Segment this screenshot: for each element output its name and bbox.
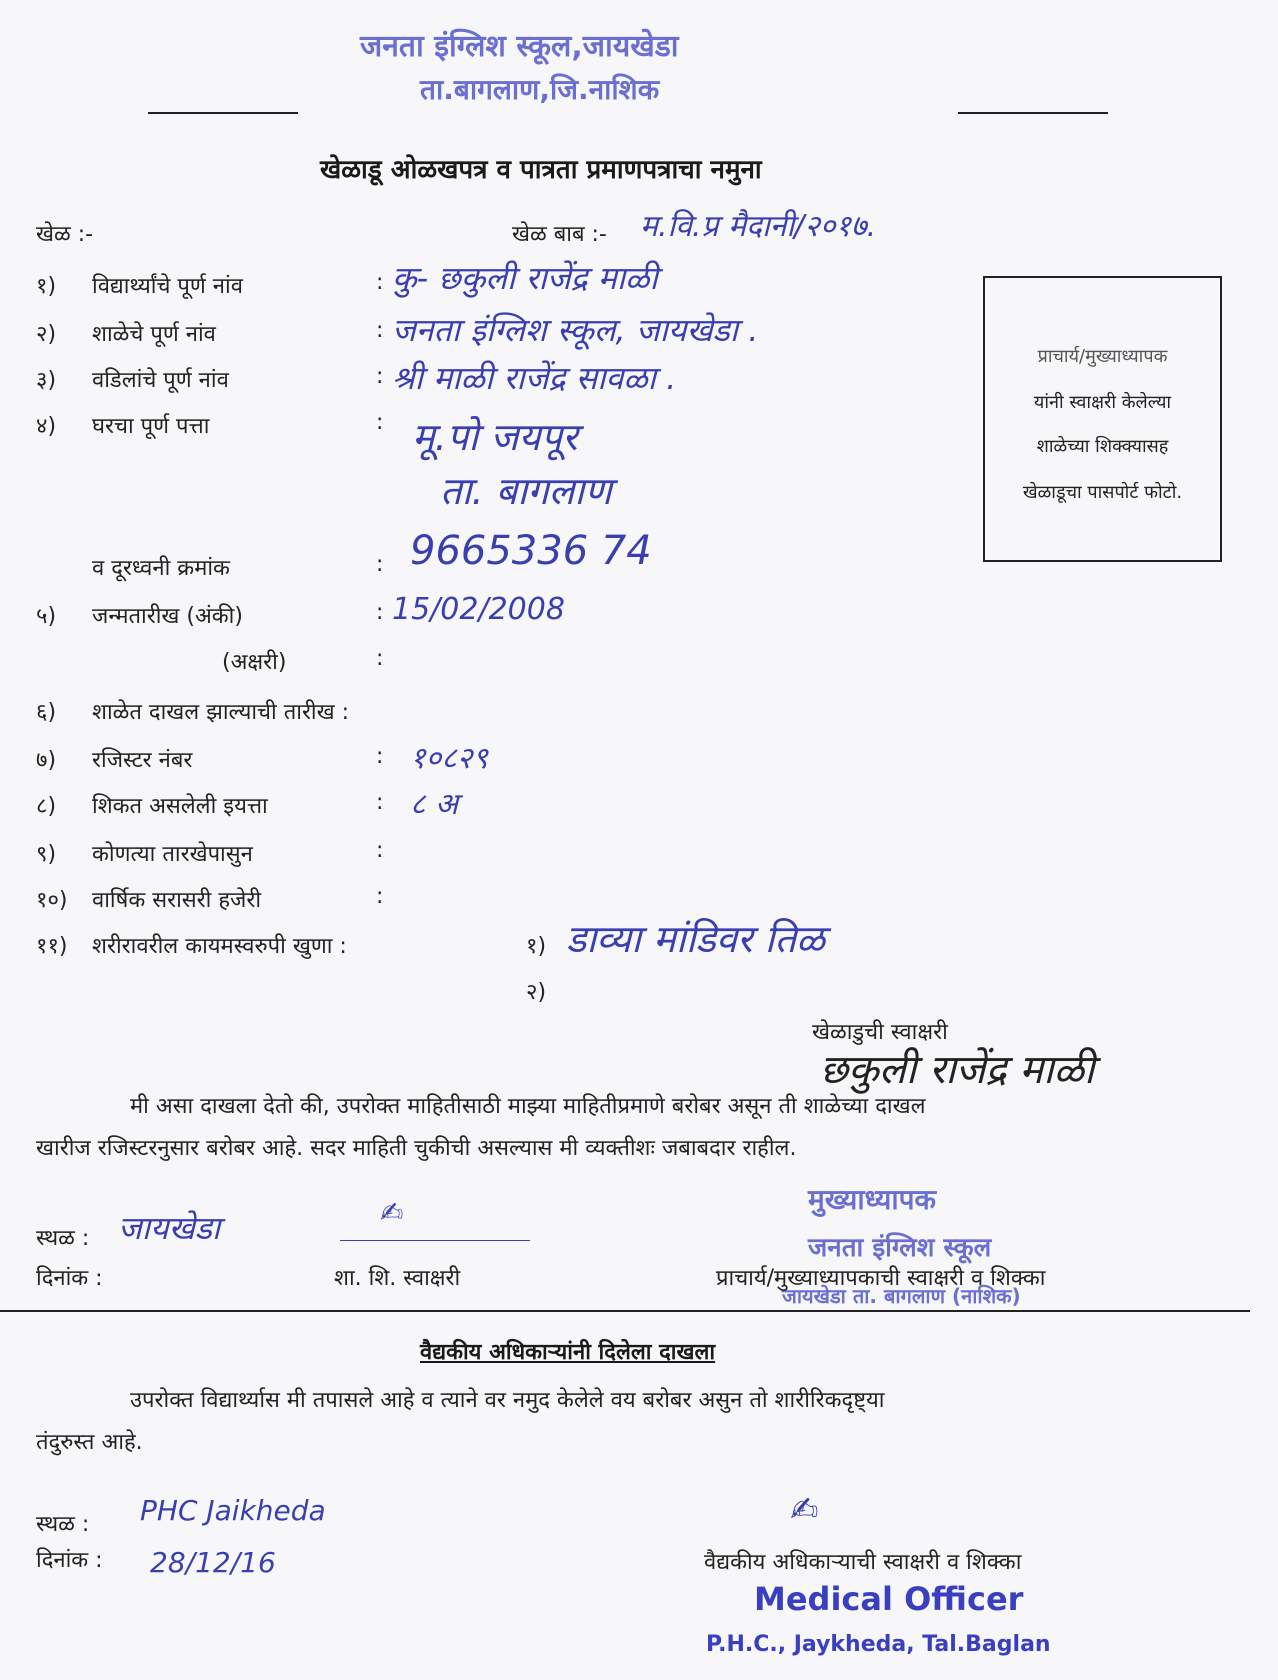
field-colon: : xyxy=(376,600,384,625)
field-colon: : xyxy=(376,410,384,435)
teacher-sign-label: शा. शि. स्वाक्षरी xyxy=(334,1266,461,1291)
field-label: शिकत असलेली इयत्ता xyxy=(92,794,268,819)
field-num: ४) xyxy=(36,414,57,439)
declaration-line1: मी असा दाखला देतो की, उपरोक्त माहितीसाठी माझ्या माहितीप्रमाणे बरोबर असून ती शाळेच्या दाखल xyxy=(130,1094,926,1119)
photo-box-line: खेळाडूचा पासपोर्ट फोटो. xyxy=(1022,482,1183,503)
top-left-rule xyxy=(148,112,298,114)
field-num: ८) xyxy=(36,794,57,819)
section-divider xyxy=(0,1310,1250,1312)
field-label: जन्मतारीख (अंकी) xyxy=(92,604,243,629)
field-colon: : xyxy=(376,884,384,909)
mark-value: डाव्या मांडिवर तिळ xyxy=(566,917,825,961)
field-value: श्री माळी राजेंद्र सावळा . xyxy=(392,359,677,397)
medical-date-value: 28/12/16 xyxy=(150,1546,276,1579)
field-num: १) xyxy=(36,274,57,299)
field-value: ८ अ xyxy=(410,787,459,822)
field-label: शाळेचे पूर्ण नांव xyxy=(92,322,216,347)
teacher-sign-rule xyxy=(340,1240,530,1241)
medical-stamp-line2: P.H.C., Jaykheda, Tal.Baglan xyxy=(706,1632,1051,1657)
field-num: ९) xyxy=(36,842,57,867)
date-label: दिनांक : xyxy=(36,1266,103,1291)
medical-line2: तंदुरुस्त आहे. xyxy=(36,1430,143,1455)
field-num: ११) xyxy=(36,934,68,959)
principal-sign-label: प्राचार्य/मुख्याध्यापकाची स्वाक्षरी व शिक्का xyxy=(716,1266,1046,1291)
medical-date-label: दिनांक : xyxy=(36,1548,103,1573)
field-colon: : xyxy=(376,318,384,343)
principal-stamp-line2: जनता इंग्लिश स्कूल xyxy=(808,1233,992,1263)
field-num: १०) xyxy=(36,888,68,913)
school-stamp-line2: ता.बागलाण,जि.नाशिक xyxy=(420,73,660,106)
field-label: विद्यार्थ्यांचे पूर्ण नांव xyxy=(92,274,243,299)
field-num: ५) xyxy=(36,604,57,629)
field-num: ३) xyxy=(36,368,57,393)
game-category-label: खेळ बाब :- xyxy=(512,222,607,247)
mark-num: १) xyxy=(526,934,547,959)
place-label: स्थळ : xyxy=(36,1226,90,1251)
field-label: शाळेत दाखल झाल्याची तारीख : xyxy=(92,700,350,725)
field-colon: : xyxy=(376,646,384,671)
field-label: शरीरावरील कायमस्वरुपी खुणा : xyxy=(92,934,347,959)
game-category-value: म.वि.प्र मैदानी/२०१७. xyxy=(640,209,877,244)
field-colon: : xyxy=(376,364,384,389)
phone-value: 9665336 74 xyxy=(410,528,652,574)
medical-line1: उपरोक्त विद्यार्थ्यास मी तपासले आहे व त्याने वर नमुद केलेले वय बरोबर असुन तो शारीरिकदृष्ट्या xyxy=(130,1388,885,1413)
field-label: कोणत्या तारखेपासुन xyxy=(92,842,253,867)
passport-photo-box xyxy=(983,276,1222,562)
field-value: कु- छकुली राजेंद्र माळी xyxy=(392,259,658,297)
top-right-rule xyxy=(958,112,1108,114)
field-label: रजिस्टर नंबर xyxy=(92,748,193,773)
medical-sign-label: वैद्यकीय अधिकाऱ्याची स्वाक्षरी व शिक्का xyxy=(704,1550,1022,1575)
field-num: ७) xyxy=(36,748,57,773)
field-label: घरचा पूर्ण पत्ता xyxy=(92,414,210,439)
field-value: 15/02/2008 xyxy=(392,592,565,627)
medical-officer-signature: ✍ xyxy=(790,1490,819,1530)
field-colon: : xyxy=(376,744,384,769)
medical-place-label: स्थळ : xyxy=(36,1512,90,1537)
field-label: वडिलांचे पूर्ण नांव xyxy=(92,368,229,393)
principal-stamp-line3: जायखेडा ता. बागलाण (नाशिक) xyxy=(782,1284,1021,1308)
game-label: खेळ :- xyxy=(36,222,94,247)
player-signature: छकुली राजेंद्र माळी xyxy=(820,1047,1095,1093)
field-num: ६) xyxy=(36,700,57,725)
medical-title: वैद्यकीय अधिकाऱ्यांनी दिलेला दाखला xyxy=(420,1340,716,1365)
address-line2: ता. बागलाण xyxy=(440,469,612,513)
place-value: जायखेडा xyxy=(118,1209,221,1247)
field-label: (अक्षरी) xyxy=(222,650,287,675)
teacher-signature-scribble: ✍ xyxy=(380,1196,404,1229)
field-colon: : xyxy=(376,270,384,295)
declaration-line2: खारीज रजिस्टरनुसार बरोबर आहे. सदर माहिती चुकीची असल्यास मी व्यक्तीशः जबाबदार राहील. xyxy=(36,1136,797,1161)
field-value: जनता इंग्लिश स्कूल, जायखेडा . xyxy=(392,311,759,349)
medical-stamp-line1: Medical Officer xyxy=(754,1580,1024,1618)
address-line1: मू.पो जयपूर xyxy=(412,415,578,459)
field-label: व दूरध्वनी क्रमांक xyxy=(92,556,230,581)
field-colon: : xyxy=(376,838,384,863)
field-label: वार्षिक सरासरी हजेरी xyxy=(92,888,262,913)
medical-place-value: PHC Jaikheda xyxy=(140,1494,326,1527)
page-title: खेळाडू ओळखपत्र व पात्रता प्रमाणपत्राचा नमुना xyxy=(320,155,762,185)
photo-box-line: शाळेच्या शिक्क्यासह xyxy=(1036,436,1169,457)
field-value: १०८२९ xyxy=(410,741,488,776)
field-num: २) xyxy=(36,322,57,347)
principal-stamp-line1: मुख्याध्यापक xyxy=(808,1183,937,1216)
school-stamp-line1: जनता इंग्लिश स्कूल,जायखेडा xyxy=(360,29,679,64)
mark-num: २) xyxy=(526,980,547,1005)
field-colon: : xyxy=(376,790,384,815)
photo-box-line: प्राचार्य/मुख्याध्यापक xyxy=(1037,346,1168,367)
player-sign-label: खेळाडुची स्वाक्षरी xyxy=(812,1020,948,1045)
field-colon: : xyxy=(376,552,384,577)
photo-box-line: यांनी स्वाक्षरी केलेल्या xyxy=(1033,392,1172,413)
